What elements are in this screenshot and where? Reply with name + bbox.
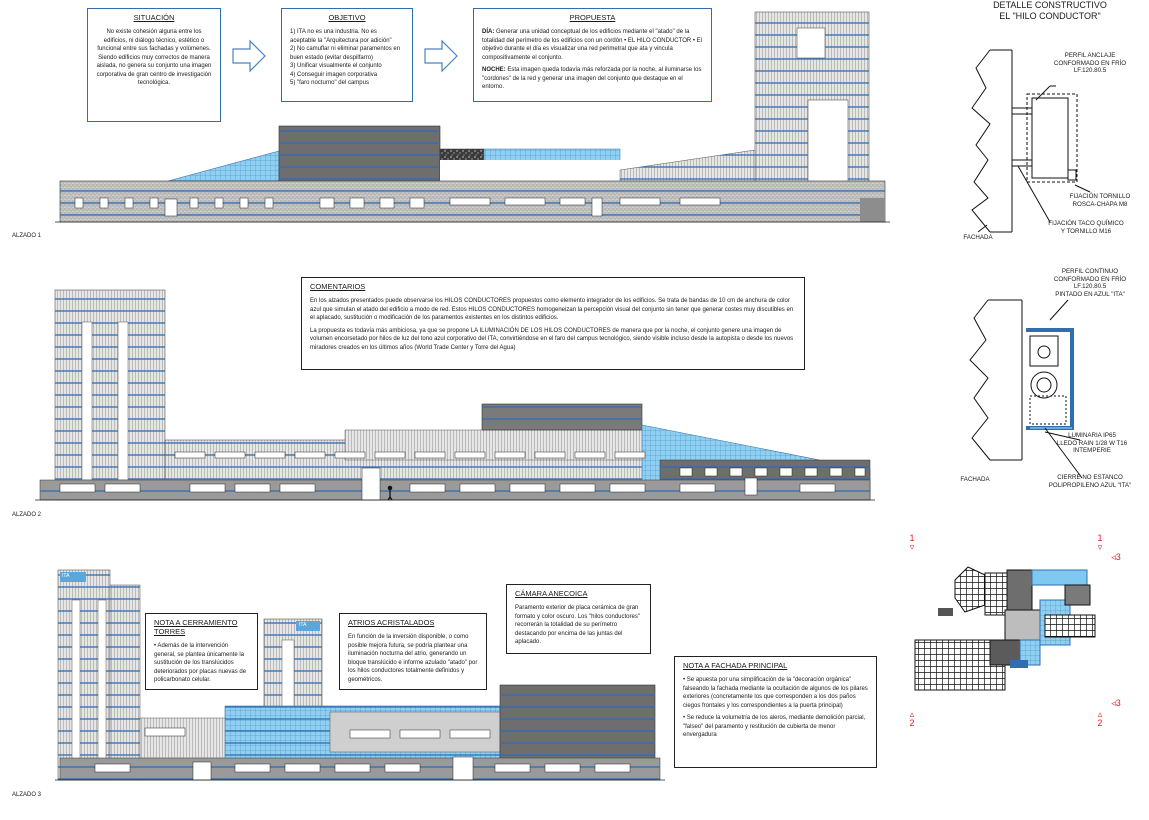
propuesta-dia [474,28,711,62]
objetivo-box [281,8,413,102]
plan-marker-3-top [1104,553,1128,562]
ita-sign-tower-1: ITA [62,573,70,579]
plan-marker-1-right [1095,534,1105,552]
propuesta-dia-label: DÍA: [482,29,495,35]
atrios-text: En función de la inversión disponible, o como posible mejora futura, se podría plantear una iluminación nocturna del atrio, generando un bloque translúcido e informe azulado "atado" por los hilos conductores totalmente definidos y geométricos. [348,634,478,683]
triangle-up-icon: ▵ [1097,709,1103,719]
triangle-left-icon: ◃ [1111,552,1116,562]
arrow-objetivo-propuesta [425,41,457,71]
site-plan [915,567,1095,690]
note-perfil-continuo: PERFIL CONTINUO CONFORMADO EN FRÍO LF.120.80.5 PINTADO EN AZUL "ITA" [1053,268,1127,298]
atrios-box [339,613,487,690]
objetivo-item: 4) Conseguir imagen corporativa [290,71,378,78]
comentarios-p1: En los alzados presentados puede observarse los HILOS CONDUCTORES propuestos como elemento integrador de los edificios. Se trata de bandas de 10 cm de anchura de color azul que simulan el atado del edificio a modo de red. Estos HILOS CONDUCTORES homogeneizan la percepción visual del conjunto sin tener que generar costes muy discutibles en el aplacado, sustitución o modificación de los paramentos existentes en los distintos edificios. [310,298,794,321]
fachada-principal-b2: • Se reduce la volumetría de los aleros, mediante demolición parcial, "falseo" del paramento y restitución de cubierta de menor envergadura [683,715,866,738]
plan-marker-2-left [907,710,917,728]
propuesta-title: PROPUESTA [569,13,616,22]
plan-marker-2-right [1095,710,1105,728]
propuesta-noche [474,66,711,92]
camara-text: Paramento exterior de placa cerámica de gran formato y color oscuro. Los "hilos conductores" recorrerán la totalidad de su perímetro destacando por encima de las juntas del aplacado. [515,605,640,645]
objetivo-item: 1) ITA no es una industria. No es aceptable la "Arquitectura por adición" [290,29,392,44]
atrios-title: ATRIOS ACRISTALADOS [348,618,435,627]
objetivo-list [282,28,412,88]
objetivo-item: 5) "faro nocturno" del campus [290,80,369,86]
marker-number: 1 [909,533,915,543]
note-perfil-anclaje: PERFIL ANCLAJE CONFORMADO EN FRÍO LF.120.80.5 [1053,52,1127,74]
note-fijacion-taco: FIJACIÓN TACO QUÍMICO Y TORNILLO M16 [1048,220,1124,235]
propuesta-noche-label: NOCHE: [482,67,506,73]
note-fachada-1: FACHADA [963,234,993,241]
detail-title [975,0,1125,22]
propuesta-dia-text: Generar una unidad conceptual de los edificios mediante el "atado" de la totalidad del perímetro de los edificios con un cordón • EL HILO CONDUCTOR • El objetivo durante el día es visualizar una red perimetral que ata y vincula compositivamente el conjunto. [482,29,702,61]
note-fachada-2: FACHADA [960,476,990,483]
situacion-text: No existe cohesión alguna entre los edificios, ni diálogo técnico, estético o funcional entre sus fachadas y volúmenes. Siendo edificios muy correctos de manera aislada, no genera su conjunto una imagen corporativa de gran centro de investigación tecnológica. [96,29,212,86]
alzado-3-label: ALZADO 3 [12,792,42,798]
situacion-title: SITUACIÓN [133,13,175,22]
marker-number: 1 [1097,533,1103,543]
cerramiento-title: NOTA A CERRAMIENTO TORRES [154,618,238,636]
triangle-up-icon: ▵ [909,709,915,719]
comentarios-title: COMENTARIOS [310,282,366,291]
detail-title-line1: DETALLE CONSTRUCTIVO [993,0,1107,10]
fachada-principal-b1: • Se apuesta por una simplificación de la "decoración orgánica" falseando la fachada mediante la ocultación de algunos de los pilares exteriores (concretamente los que corresponden a los dos paños ciegos frontales y los correspondientes a la puerta principal) [683,677,868,709]
comentarios-p2: La propuesta es todavía más ambiciosa, ya que se propone LA ILUMINACIÓN DE LOS HILOS CONDUCTORES de manera que por la noche, el conjunto genere una imagen de volumen encorsetado por hilos de luz del tono azul corporativo del ITA, convirtiéndose en el faro del campus tecnológico, siendo visible incluso desde la autopista o desde los nuevos miradores creados en los últimos años (World Trade Center y Torre del Agua) [310,327,794,351]
marker-number: 2 [909,718,915,728]
situacion-box [87,8,221,122]
marker-number: 3 [1115,698,1121,708]
note-fijacion-tornillo: FIJACIÓN TORNILLO ROSCA-CHAPA M8 [1069,193,1131,208]
propuesta-noche-text: Esta imagen queda todavía más reforzada por la noche, al iluminarse los "cordones" de la red y generar una imagen del conjunto que destaque en el entorno. [482,67,702,90]
marker-number: 2 [1097,718,1103,728]
plan-marker-1-left [907,534,917,552]
plan-marker-3-bottom [1104,699,1128,708]
camara-box [506,584,651,654]
alzado-1-label: ALZADO 1 [12,233,42,239]
cerramiento-text: • Además de la intervención general, se plantea únicamente la sustitución de los translúcidos deteriorados por placas nuevas de policarbonato celular. [154,643,247,683]
propuesta-box [473,8,712,102]
note-cierre: CIERRE NO ESTANCO POLIPROPILENO AZUL "ITA" [1048,474,1132,489]
ita-sign-tower-2: ITA [299,622,307,628]
objetivo-item: 2) No camuflar ni eliminar paramentos en buen estado (evitar despilfarro) [290,46,401,61]
fachada-principal-title: NOTA A FACHADA PRINCIPAL [683,661,788,670]
camara-title: CÁMARA ANECOICA [515,589,588,598]
fachada-principal-box [674,656,877,768]
comentarios-box [301,277,805,370]
detail-title-line2: EL "HILO CONDUCTOR" [999,11,1101,21]
triangle-left-icon: ◃ [1111,698,1116,708]
triangle-down-icon: ▿ [909,542,915,552]
marker-number: 3 [1115,552,1121,562]
alzado-2-label: ALZADO 2 [12,512,42,518]
triangle-down-icon: ▿ [1097,542,1103,552]
note-luminaria: LUMINARIA IP65 LLEDO RAIN 1/28 W T16 INTEMPERIE [1056,432,1128,454]
objetivo-title: OBJETIVO [328,13,366,22]
objetivo-item: 3) Unificar visualmente el conjunto [290,63,382,69]
cerramiento-box [145,613,258,690]
arrow-situacion-objetivo [233,41,265,71]
